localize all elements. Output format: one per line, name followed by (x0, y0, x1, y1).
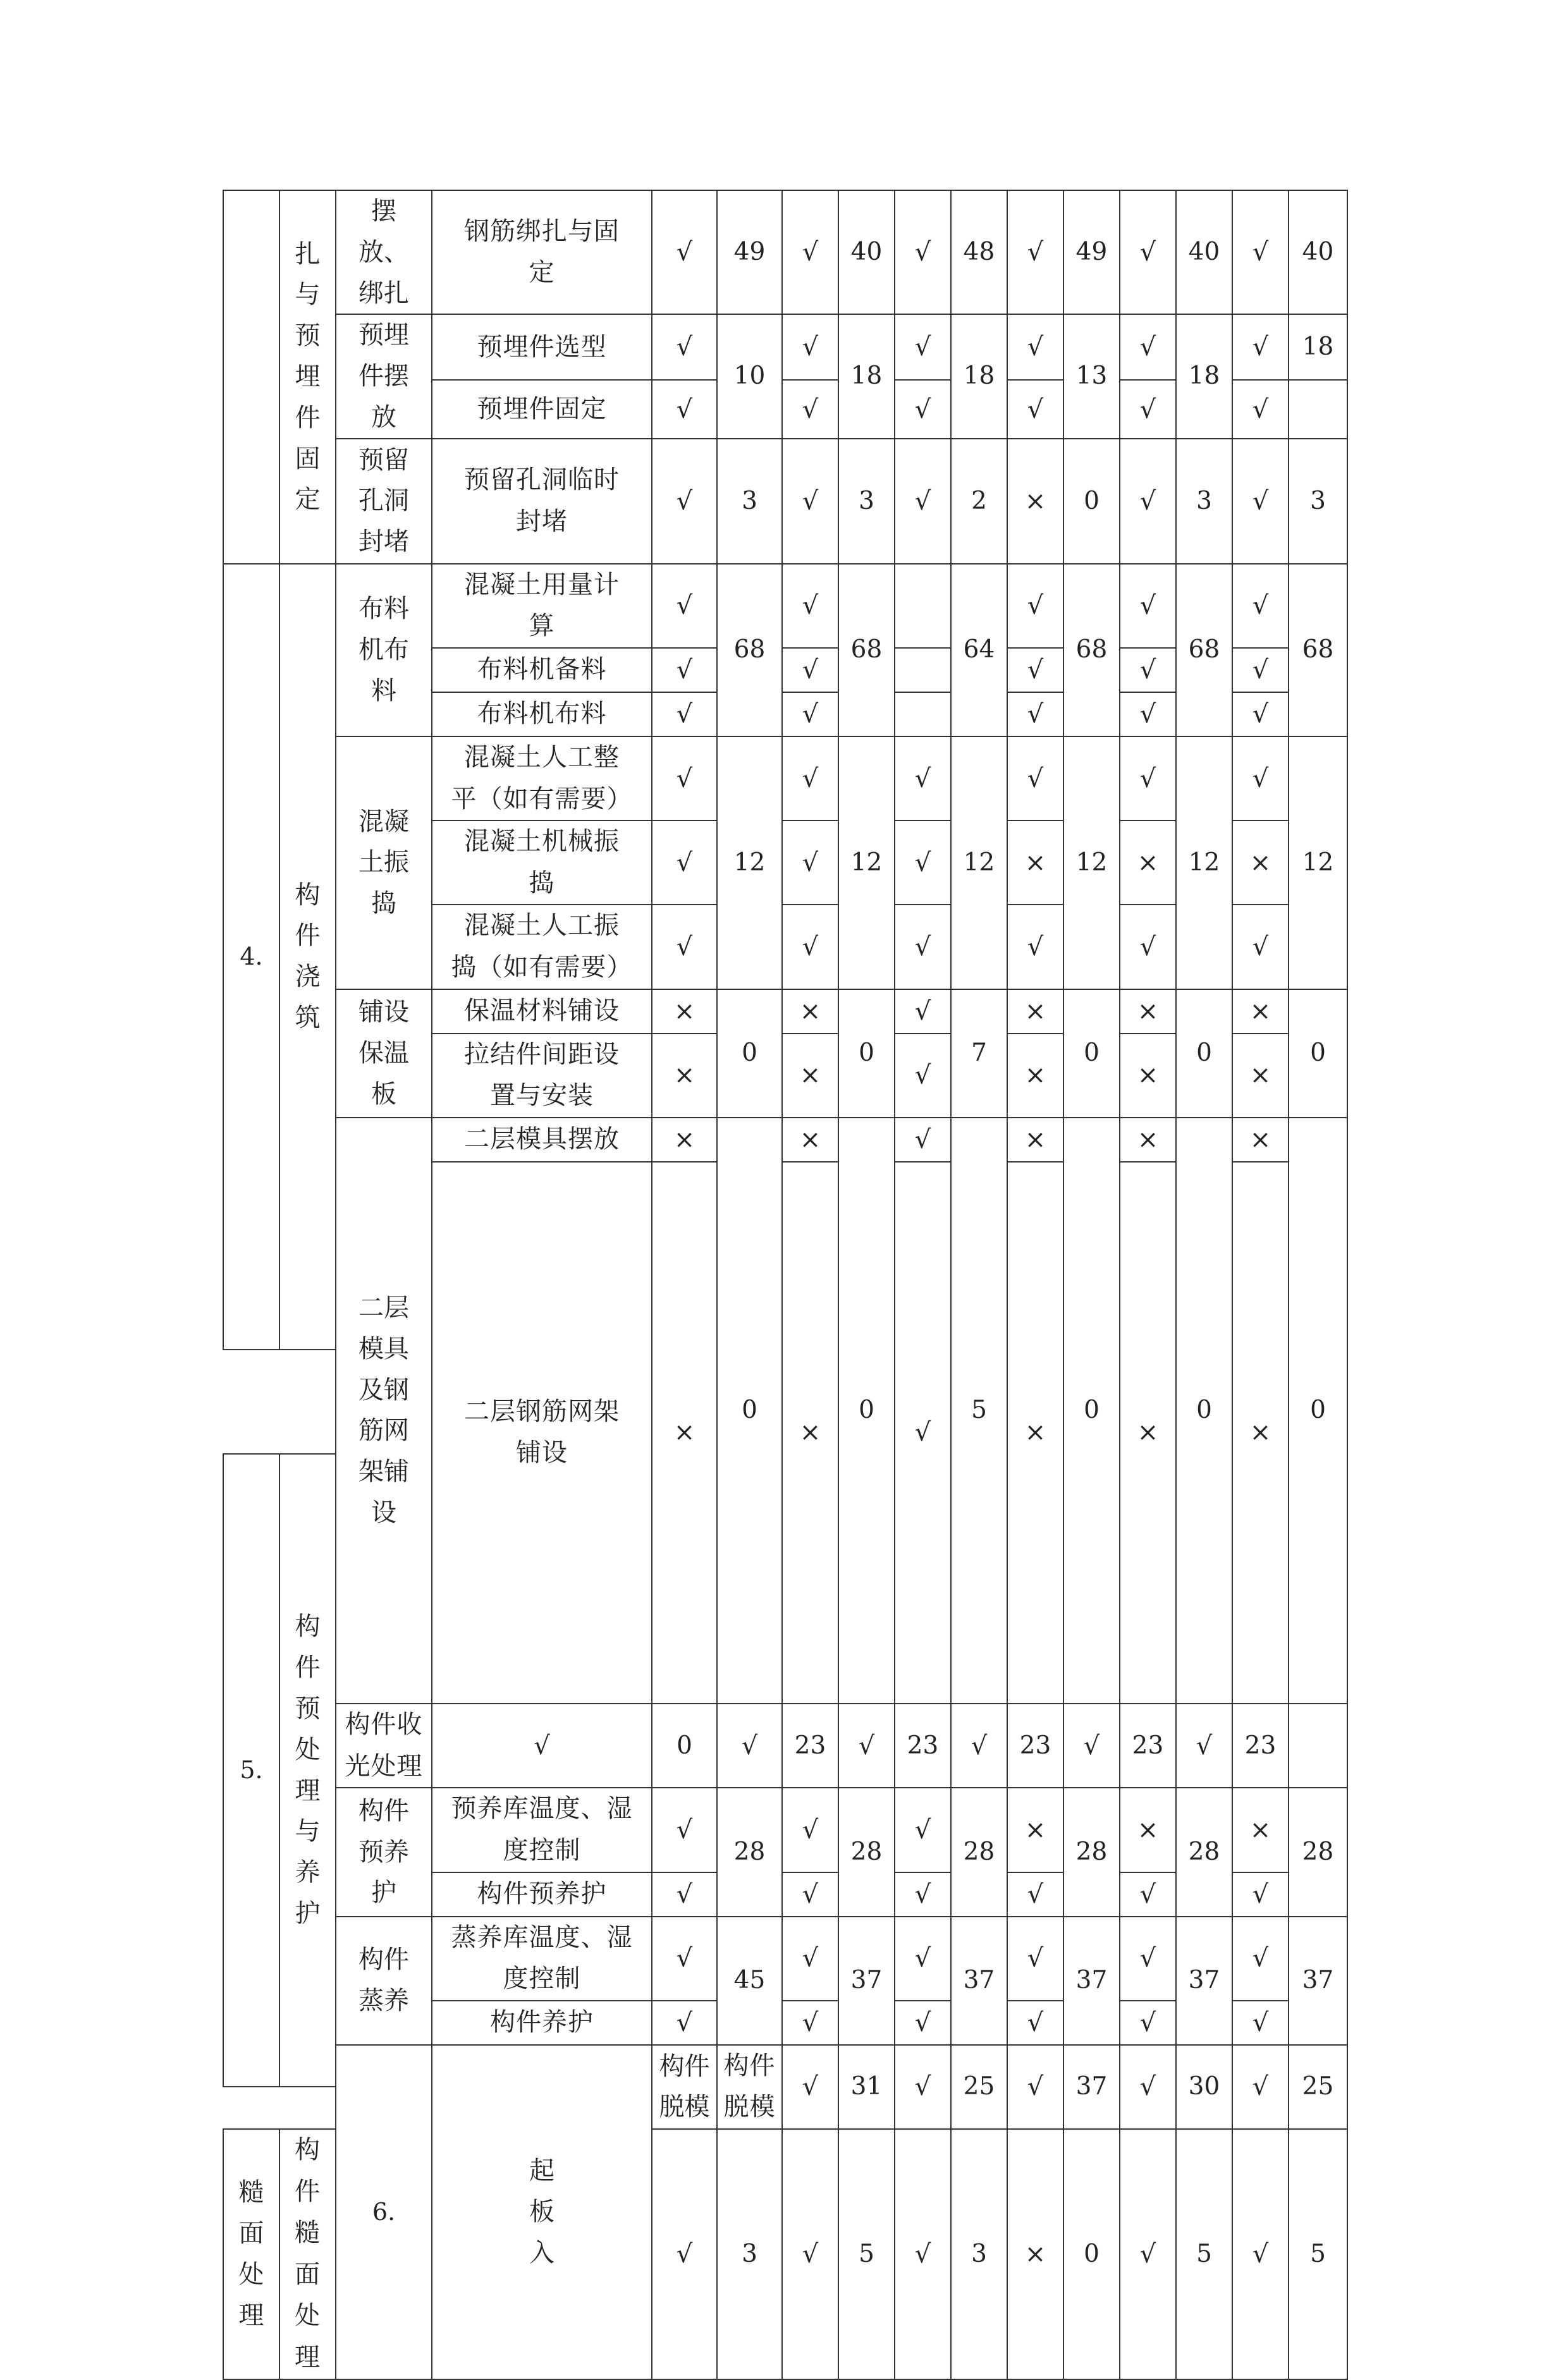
status-mark-cell: × (782, 989, 838, 1034)
subsection-cell: 摆 放、 绑扎 (336, 190, 432, 314)
value-cell: 28 (1063, 1788, 1120, 1916)
table-row (223, 989, 1347, 1034)
status-mark-cell: × (1120, 1034, 1176, 1118)
status-mark-cell: × (1120, 989, 1176, 1034)
table-row (223, 190, 1347, 252)
operation-cell: 预埋件选型 (432, 314, 652, 380)
status-mark-cell: × (1120, 1162, 1176, 1704)
status-mark-cell: √ (782, 2129, 838, 2379)
value-cell: 12 (1063, 736, 1120, 989)
status-mark-cell: √ (782, 1872, 838, 1917)
table-row (223, 564, 1347, 606)
value-cell: 30 (1176, 2045, 1232, 2129)
operation-cell: 布料机备料 (432, 648, 652, 692)
status-mark-cell: × (1007, 2129, 1063, 2379)
subsection-cell: 混凝 土振 捣 (336, 736, 432, 989)
table-row (223, 1704, 1347, 1746)
operation-cell: 构件收光处理 (336, 1704, 432, 1788)
operation-cell: 构件脱模 (717, 2045, 782, 2129)
status-mark-cell: √ (1007, 564, 1063, 648)
status-mark-cell: √ (652, 190, 717, 314)
value-cell: 37 (1289, 1917, 1347, 2045)
status-mark-cell: √ (652, 821, 717, 905)
value-cell: 3 (1289, 439, 1347, 564)
value-cell: 7 (951, 989, 1007, 1118)
status-mark-cell: √ (1120, 692, 1176, 736)
status-mark-cell: √ (895, 1162, 951, 1704)
status-mark-cell: × (1007, 1788, 1063, 1872)
value-cell: 3 (717, 2129, 782, 2379)
status-mark-cell: × (782, 1118, 838, 1162)
value-cell: 12 (838, 736, 895, 989)
operation-cell: 混凝土人工整 平（如有需要） (432, 736, 652, 821)
operation-cell: 二层钢筋网架 铺设 (432, 1162, 652, 1704)
status-mark-cell: √ (1232, 2129, 1289, 2379)
value-cell: 40 (1289, 190, 1347, 314)
status-mark-cell: √ (1232, 1917, 1289, 2001)
status-mark-cell: √ (895, 2129, 951, 2379)
status-mark-cell: √ (895, 736, 951, 821)
operation-cell: 蒸养库温度、湿 度控制 (432, 1917, 652, 2001)
operation-cell: 混凝土用量计 算 (432, 564, 652, 648)
status-mark-cell: √ (652, 564, 717, 648)
status-mark-cell: × (1007, 1034, 1063, 1118)
status-mark-cell: √ (1232, 905, 1289, 989)
value-cell: 25 (1289, 2045, 1347, 2129)
status-mark-cell: √ (1120, 2129, 1176, 2379)
value-cell (1289, 380, 1347, 438)
value-cell: 3 (951, 2129, 1007, 2379)
value-cell: 0 (1289, 1118, 1347, 1704)
status-mark-cell: √ (895, 1034, 951, 1118)
value-cell: 13 (1063, 314, 1120, 438)
value-cell: 48 (951, 190, 1007, 314)
status-mark-cell: √ (1232, 314, 1289, 380)
status-mark-cell: √ (652, 439, 717, 564)
status-mark-cell: × (652, 1162, 717, 1704)
status-mark-cell: √ (895, 1917, 951, 2001)
step-number-cell: 5. (223, 1454, 279, 2087)
status-mark-cell: × (1007, 1162, 1063, 1704)
status-mark-cell: √ (652, 380, 717, 438)
value-cell: 68 (1063, 564, 1120, 736)
status-mark-cell: √ (1007, 380, 1063, 438)
value-cell: 0 (717, 989, 782, 1118)
status-mark-cell: √ (895, 1872, 951, 1917)
subsection-cell: 构件 蒸养 (336, 1917, 432, 2045)
value-cell: 0 (1063, 1118, 1120, 1704)
section-cell: 构 件 预 处 理 与 养 护 (279, 1454, 336, 2087)
status-mark-cell: × (1120, 1788, 1176, 1872)
status-mark-cell: √ (1120, 1917, 1176, 2001)
operation-cell: 布料机布料 (432, 692, 652, 736)
subsection-cell: 预留 孔洞 封堵 (336, 439, 432, 564)
status-mark-cell: √ (1232, 2045, 1289, 2129)
status-mark-cell: √ (1120, 564, 1176, 648)
operation-cell: 混凝土机械振 捣 (432, 821, 652, 905)
status-mark-cell: × (1232, 1162, 1289, 1704)
subsection-cell: 构件 预养 护 (336, 1788, 432, 1916)
value-cell: 23 (1007, 1704, 1063, 1788)
value-cell: 12 (1289, 736, 1347, 989)
status-mark-cell: √ (1232, 692, 1289, 736)
operation-cell: 预埋件固定 (432, 380, 652, 438)
status-mark-cell: √ (1232, 736, 1289, 821)
status-mark-cell: √ (782, 1788, 838, 1872)
status-mark-cell: √ (1232, 1872, 1289, 1917)
status-mark-cell: √ (895, 1788, 951, 1872)
status-mark-cell: × (1232, 1788, 1289, 1872)
status-mark-cell: √ (895, 821, 951, 905)
subsection-cell: 布料 机布 料 (336, 564, 432, 736)
operation-cell: 混凝土人工振 捣（如有需要） (432, 905, 652, 989)
value-cell: 28 (717, 1788, 782, 1916)
status-mark-cell: × (782, 1034, 838, 1118)
value-cell: 3 (1176, 439, 1232, 564)
subsection-cell: 二层 模具 及钢 筋网 架铺 设 (336, 1118, 432, 1704)
operation-cell: 二层模具摆放 (432, 1118, 652, 1162)
status-mark-cell: √ (1120, 380, 1176, 438)
value-cell: 5 (1289, 2129, 1347, 2379)
table-row (223, 1788, 1347, 1830)
status-mark-cell: √ (782, 2045, 838, 2129)
operation-cell: 预养库温度、湿 度控制 (432, 1788, 652, 1872)
value-cell: 37 (1063, 2045, 1120, 2129)
status-mark-cell: √ (1232, 564, 1289, 648)
status-mark-cell: √ (838, 1704, 895, 1788)
value-cell: 37 (1063, 1917, 1120, 2045)
value-cell: 12 (951, 736, 1007, 989)
status-mark-cell: √ (652, 1788, 717, 1872)
status-mark-cell: √ (717, 1704, 782, 1788)
status-mark-cell: √ (782, 190, 838, 314)
value-cell: 31 (838, 2045, 895, 2129)
value-cell: 45 (717, 1917, 782, 2045)
table-row (223, 1917, 1347, 1959)
status-mark-cell: √ (782, 1917, 838, 2001)
section-cell: 构 件 浇 筑 (279, 564, 336, 1350)
value-cell: 37 (838, 1917, 895, 2045)
status-mark-cell: √ (1120, 314, 1176, 380)
value-cell: 0 (838, 1118, 895, 1704)
value-cell: 23 (782, 1704, 838, 1788)
value-cell: 0 (838, 989, 895, 1118)
operation-cell: 拉结件间距设 置与安装 (432, 1034, 652, 1118)
value-cell: 23 (1120, 1704, 1176, 1788)
value-cell: 18 (1289, 314, 1347, 380)
value-cell: 68 (1176, 564, 1232, 736)
section-cell: 起 板 入 (432, 2045, 652, 2379)
status-mark-cell: √ (1007, 1917, 1063, 2001)
status-mark-cell: √ (1232, 2001, 1289, 2045)
status-mark-cell: √ (895, 314, 951, 380)
status-mark-cell: √ (652, 736, 717, 821)
value-cell: 0 (1063, 2129, 1120, 2379)
value-cell: 0 (1176, 1118, 1232, 1704)
value-cell: 40 (838, 190, 895, 314)
process-table (223, 190, 1348, 2380)
status-mark-cell: √ (1120, 190, 1176, 314)
status-mark-cell: × (652, 1118, 717, 1162)
value-cell: 0 (1063, 989, 1120, 1118)
value-cell: 18 (838, 314, 895, 438)
status-mark-cell: √ (1007, 736, 1063, 821)
value-cell: 68 (838, 564, 895, 736)
status-mark-cell: √ (1120, 905, 1176, 989)
value-cell: 18 (1176, 314, 1232, 438)
value-cell: 10 (717, 314, 782, 438)
section-cell: 扎 与 预 埋 件 固 定 (279, 190, 336, 564)
value-cell: 3 (717, 439, 782, 564)
value-cell: 28 (838, 1788, 895, 1916)
status-mark-cell: √ (432, 1704, 652, 1788)
status-mark-cell: √ (1120, 2045, 1176, 2129)
status-mark-cell: × (782, 1162, 838, 1704)
status-mark-cell: √ (1176, 1704, 1232, 1788)
status-mark-cell: √ (1007, 314, 1063, 380)
subsection-cell: 铺设 保温 板 (336, 989, 432, 1118)
value-cell: 28 (951, 1788, 1007, 1916)
value-cell: 49 (1063, 190, 1120, 314)
status-mark-cell: × (1007, 1118, 1063, 1162)
operation-cell: 构件养护 (432, 2001, 652, 2045)
value-cell: 2 (951, 439, 1007, 564)
status-mark-cell: √ (895, 989, 951, 1034)
status-mark-cell: √ (652, 2129, 717, 2379)
status-mark-cell: √ (782, 314, 838, 380)
subsection-cell: 糙面 处理 (223, 2129, 279, 2379)
value-cell: 3 (838, 439, 895, 564)
status-mark-cell: √ (1063, 1704, 1120, 1788)
status-mark-cell: × (1007, 821, 1063, 905)
value-cell: 5 (838, 2129, 895, 2379)
status-mark-cell (895, 564, 951, 648)
status-mark-cell (895, 648, 951, 692)
status-mark-cell: √ (782, 692, 838, 736)
status-mark-cell: √ (782, 2001, 838, 2045)
status-mark-cell: √ (782, 905, 838, 989)
status-mark-cell: √ (895, 380, 951, 438)
status-mark-cell: × (652, 989, 717, 1034)
status-mark-cell: √ (1007, 905, 1063, 989)
value-cell: 0 (1176, 989, 1232, 1118)
value-cell: 37 (951, 1917, 1007, 2045)
table-row (223, 1118, 1347, 1162)
status-mark-cell: √ (895, 905, 951, 989)
value-cell: 12 (717, 736, 782, 989)
status-mark-cell: √ (652, 314, 717, 380)
status-mark-cell: √ (1007, 2001, 1063, 2045)
value-cell: 5 (1176, 2129, 1232, 2379)
value-cell: 68 (1289, 564, 1347, 736)
status-mark-cell: √ (782, 821, 838, 905)
subsection-cell: 构件 脱模 (652, 2045, 717, 2129)
table-row (223, 439, 1347, 480)
status-mark-cell: √ (652, 1917, 717, 2001)
step-number-cell: 6. (336, 2045, 432, 2379)
status-mark-cell: √ (652, 2001, 717, 2045)
status-mark-cell: × (1232, 1034, 1289, 1118)
value-cell: 0 (652, 1704, 717, 1788)
status-mark-cell: × (1232, 1118, 1289, 1162)
value-cell: 28 (1289, 1788, 1347, 1916)
status-mark-cell: √ (1120, 736, 1176, 821)
status-mark-cell: √ (1007, 1872, 1063, 1917)
operation-cell: 钢筋绑扎与固 定 (432, 190, 652, 314)
value-cell: 64 (951, 564, 1007, 736)
value-cell: 40 (1176, 190, 1232, 314)
status-mark-cell: √ (1007, 692, 1063, 736)
status-mark-cell (895, 692, 951, 736)
status-mark-cell: √ (1007, 648, 1063, 692)
table-row (223, 314, 1347, 380)
operation-cell: 保温材料铺设 (432, 989, 652, 1034)
status-mark-cell: √ (1120, 1872, 1176, 1917)
status-mark-cell: √ (652, 1872, 717, 1917)
operation-cell: 构件糙面处理 (279, 2129, 336, 2379)
value-cell: 5 (951, 1118, 1007, 1704)
status-mark-cell: × (652, 1034, 717, 1118)
status-mark-cell: √ (895, 2001, 951, 2045)
value-cell: 0 (1063, 439, 1120, 564)
status-mark-cell: √ (652, 692, 717, 736)
status-mark-cell: √ (1120, 648, 1176, 692)
table-row (223, 736, 1347, 779)
status-mark-cell: √ (1007, 2045, 1063, 2129)
status-mark-cell: √ (782, 648, 838, 692)
status-mark-cell: × (1232, 989, 1289, 1034)
status-mark-cell: √ (782, 736, 838, 821)
status-mark-cell: √ (1007, 190, 1063, 314)
value-cell: 0 (1289, 989, 1347, 1118)
subsection-cell: 预埋 件摆 放 (336, 314, 432, 438)
status-mark-cell: √ (1232, 380, 1289, 438)
value-cell: 23 (895, 1704, 951, 1788)
status-mark-cell: √ (895, 1118, 951, 1162)
status-mark-cell: √ (652, 905, 717, 989)
value-cell: 49 (717, 190, 782, 314)
status-mark-cell: × (1120, 821, 1176, 905)
operation-cell: 构件预养护 (432, 1872, 652, 1917)
value-cell: 0 (717, 1118, 782, 1704)
status-mark-cell: √ (1232, 190, 1289, 314)
value-cell: 68 (717, 564, 782, 736)
value-cell: 18 (951, 314, 1007, 438)
value-cell: 37 (1176, 1917, 1232, 2045)
value-cell: 12 (1176, 736, 1232, 989)
status-mark-cell: √ (652, 648, 717, 692)
value-cell: 25 (951, 2045, 1007, 2129)
value-cell: 23 (1232, 1704, 1289, 1788)
status-mark-cell: √ (895, 2045, 951, 2129)
operation-cell: 预留孔洞临时 封堵 (432, 439, 652, 564)
step-number-cell (223, 190, 279, 564)
status-mark-cell: × (1232, 821, 1289, 905)
status-mark-cell: √ (782, 564, 838, 648)
status-mark-cell: √ (951, 1704, 1007, 1788)
status-mark-cell: √ (782, 439, 838, 564)
status-mark-cell: √ (895, 439, 951, 564)
value-cell: 28 (1176, 1788, 1232, 1916)
status-mark-cell: √ (1232, 648, 1289, 692)
status-mark-cell: √ (1120, 2001, 1176, 2045)
status-mark-cell: √ (782, 380, 838, 438)
status-mark-cell: √ (1120, 439, 1176, 564)
step-number-cell: 4. (223, 564, 279, 1350)
status-mark-cell: × (1007, 989, 1063, 1034)
status-mark-cell: × (1007, 439, 1063, 564)
status-mark-cell: √ (1232, 439, 1289, 564)
status-mark-cell: × (1120, 1118, 1176, 1162)
table-row (223, 2045, 1347, 2087)
status-mark-cell: √ (895, 190, 951, 314)
